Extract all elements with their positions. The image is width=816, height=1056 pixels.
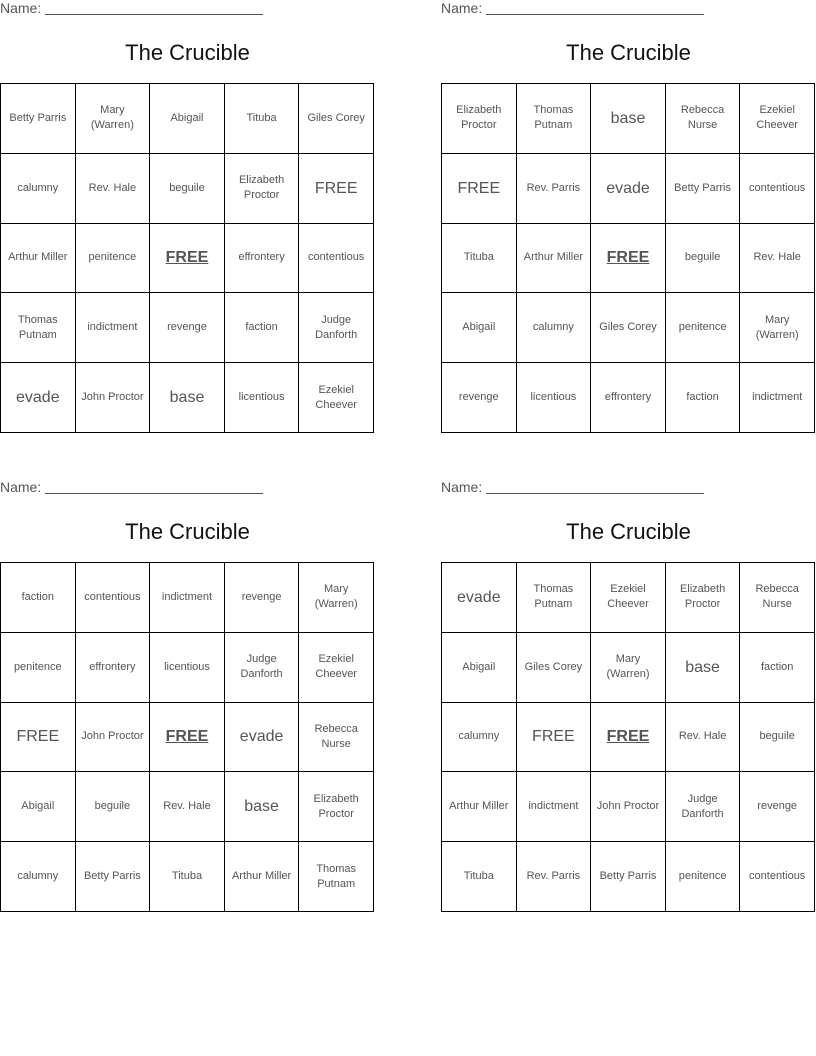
bingo-cell: Giles Corey [591, 293, 666, 363]
bingo-cell: Mary (Warren) [591, 633, 666, 703]
bingo-cell: effrontery [591, 363, 666, 433]
name-blank [45, 0, 263, 15]
name-blank [45, 479, 263, 494]
name-blank [486, 479, 704, 494]
name-line [441, 0, 704, 20]
bingo-cell-free-center: FREE [150, 224, 225, 294]
bingo-cell: base [591, 84, 666, 154]
bingo-cell: indictment [740, 363, 815, 433]
bingo-cell: licentious [517, 363, 592, 433]
bingo-cell-free-center: FREE [591, 703, 666, 773]
bingo-cell: penitence [1, 633, 76, 703]
bingo-cell: Rebecca Nurse [740, 563, 815, 633]
bingo-cell: FREE [1, 703, 76, 773]
bingo-grid [441, 83, 815, 433]
bingo-cell: Rebecca Nurse [299, 703, 374, 773]
bingo-cell: Betty Parris [591, 842, 666, 912]
bingo-cell: effrontery [76, 633, 151, 703]
bingo-cell: contentious [740, 842, 815, 912]
bingo-cell: licentious [225, 363, 300, 433]
bingo-card-3 [0, 479, 375, 913]
bingo-cell: faction [1, 563, 76, 633]
bingo-cell: Thomas Putnam [1, 293, 76, 363]
bingo-cell: Ezekiel Cheever [740, 84, 815, 154]
bingo-cell: Judge Danforth [299, 293, 374, 363]
bingo-cell: Rev. Parris [517, 842, 592, 912]
bingo-cell: Betty Parris [666, 154, 741, 224]
bingo-cell: Rev. Hale [740, 224, 815, 294]
bingo-cell: revenge [225, 563, 300, 633]
bingo-cell: Abigail [150, 84, 225, 154]
bingo-cell: evade [591, 154, 666, 224]
bingo-cell: calumny [442, 703, 517, 773]
bingo-cell: contentious [740, 154, 815, 224]
bingo-cell: faction [740, 633, 815, 703]
bingo-grid [0, 83, 374, 433]
bingo-cell: Elizabeth Proctor [299, 772, 374, 842]
name-label: Name: [441, 0, 483, 16]
name-line [0, 479, 263, 499]
bingo-cell: Rev. Hale [150, 772, 225, 842]
bingo-cell: Thomas Putnam [517, 563, 592, 633]
name-label: Name: [0, 479, 42, 495]
bingo-cell: Arthur Miller [442, 772, 517, 842]
bingo-grid [0, 562, 374, 912]
bingo-cell: beguile [740, 703, 815, 773]
bingo-cell: calumny [517, 293, 592, 363]
bingo-cell: Thomas Putnam [517, 84, 592, 154]
bingo-cell: FREE [442, 154, 517, 224]
bingo-cell: Giles Corey [517, 633, 592, 703]
bingo-cell: base [225, 772, 300, 842]
bingo-cell: penitence [76, 224, 151, 294]
bingo-cell: indictment [517, 772, 592, 842]
bingo-cell: Tituba [442, 224, 517, 294]
bingo-grid [441, 562, 815, 912]
bingo-cell: Abigail [442, 633, 517, 703]
bingo-cell: beguile [666, 224, 741, 294]
bingo-cell: revenge [442, 363, 517, 433]
bingo-cell: Abigail [1, 772, 76, 842]
bingo-cell: revenge [740, 772, 815, 842]
bingo-cell: Elizabeth Proctor [442, 84, 517, 154]
bingo-cell: calumny [1, 154, 76, 224]
bingo-cell: John Proctor [76, 363, 151, 433]
bingo-cell: Judge Danforth [666, 772, 741, 842]
bingo-cell: Rebecca Nurse [666, 84, 741, 154]
bingo-cell-free-center: FREE [591, 224, 666, 294]
bingo-cell: Rev. Parris [517, 154, 592, 224]
name-label: Name: [441, 479, 483, 495]
bingo-cell: Ezekiel Cheever [299, 363, 374, 433]
bingo-cell: revenge [150, 293, 225, 363]
bingo-card-4 [441, 479, 816, 913]
name-label: Name: [0, 0, 42, 16]
bingo-cell: indictment [150, 563, 225, 633]
bingo-cell: Tituba [442, 842, 517, 912]
bingo-cell: evade [442, 563, 517, 633]
bingo-cell: Ezekiel Cheever [299, 633, 374, 703]
bingo-cell: Arthur Miller [1, 224, 76, 294]
bingo-cell: evade [1, 363, 76, 433]
card-title: The Crucible [566, 40, 691, 65]
bingo-cell: Arthur Miller [225, 842, 300, 912]
bingo-cell: Elizabeth Proctor [225, 154, 300, 224]
bingo-cell: Judge Danforth [225, 633, 300, 703]
bingo-cell: Rev. Hale [76, 154, 151, 224]
bingo-cell: contentious [299, 224, 374, 294]
bingo-cell: Elizabeth Proctor [666, 563, 741, 633]
bingo-cell-free-center: FREE [150, 703, 225, 773]
bingo-cell: faction [225, 293, 300, 363]
bingo-cell: beguile [76, 772, 151, 842]
bingo-cell: effrontery [225, 224, 300, 294]
bingo-cell: Ezekiel Cheever [591, 563, 666, 633]
bingo-cell: Mary (Warren) [740, 293, 815, 363]
bingo-cell: Betty Parris [76, 842, 151, 912]
name-blank [486, 0, 704, 15]
card-title: The Crucible [125, 40, 250, 65]
bingo-cell: Giles Corey [299, 84, 374, 154]
bingo-card-2 [441, 0, 816, 434]
bingo-cell: FREE [517, 703, 592, 773]
bingo-cell: beguile [150, 154, 225, 224]
bingo-cell: Rev. Hale [666, 703, 741, 773]
bingo-cell: penitence [666, 293, 741, 363]
bingo-cell: Tituba [150, 842, 225, 912]
bingo-cell: penitence [666, 842, 741, 912]
name-line [0, 0, 263, 20]
bingo-cell: John Proctor [591, 772, 666, 842]
bingo-cell: John Proctor [76, 703, 151, 773]
bingo-cell: base [150, 363, 225, 433]
bingo-card-1 [0, 0, 375, 434]
bingo-cell: faction [666, 363, 741, 433]
bingo-cell: Tituba [225, 84, 300, 154]
bingo-cell: evade [225, 703, 300, 773]
bingo-cell: Mary (Warren) [76, 84, 151, 154]
bingo-cell: Mary (Warren) [299, 563, 374, 633]
bingo-cell: indictment [76, 293, 151, 363]
bingo-cell: Thomas Putnam [299, 842, 374, 912]
card-title: The Crucible [566, 519, 691, 544]
bingo-cell: FREE [299, 154, 374, 224]
bingo-cell: Betty Parris [1, 84, 76, 154]
bingo-cell: Abigail [442, 293, 517, 363]
bingo-cell: calumny [1, 842, 76, 912]
bingo-cell: contentious [76, 563, 151, 633]
card-title: The Crucible [125, 519, 250, 544]
bingo-cell: base [666, 633, 741, 703]
name-line [441, 479, 704, 499]
bingo-cell: Arthur Miller [517, 224, 592, 294]
bingo-cell: licentious [150, 633, 225, 703]
